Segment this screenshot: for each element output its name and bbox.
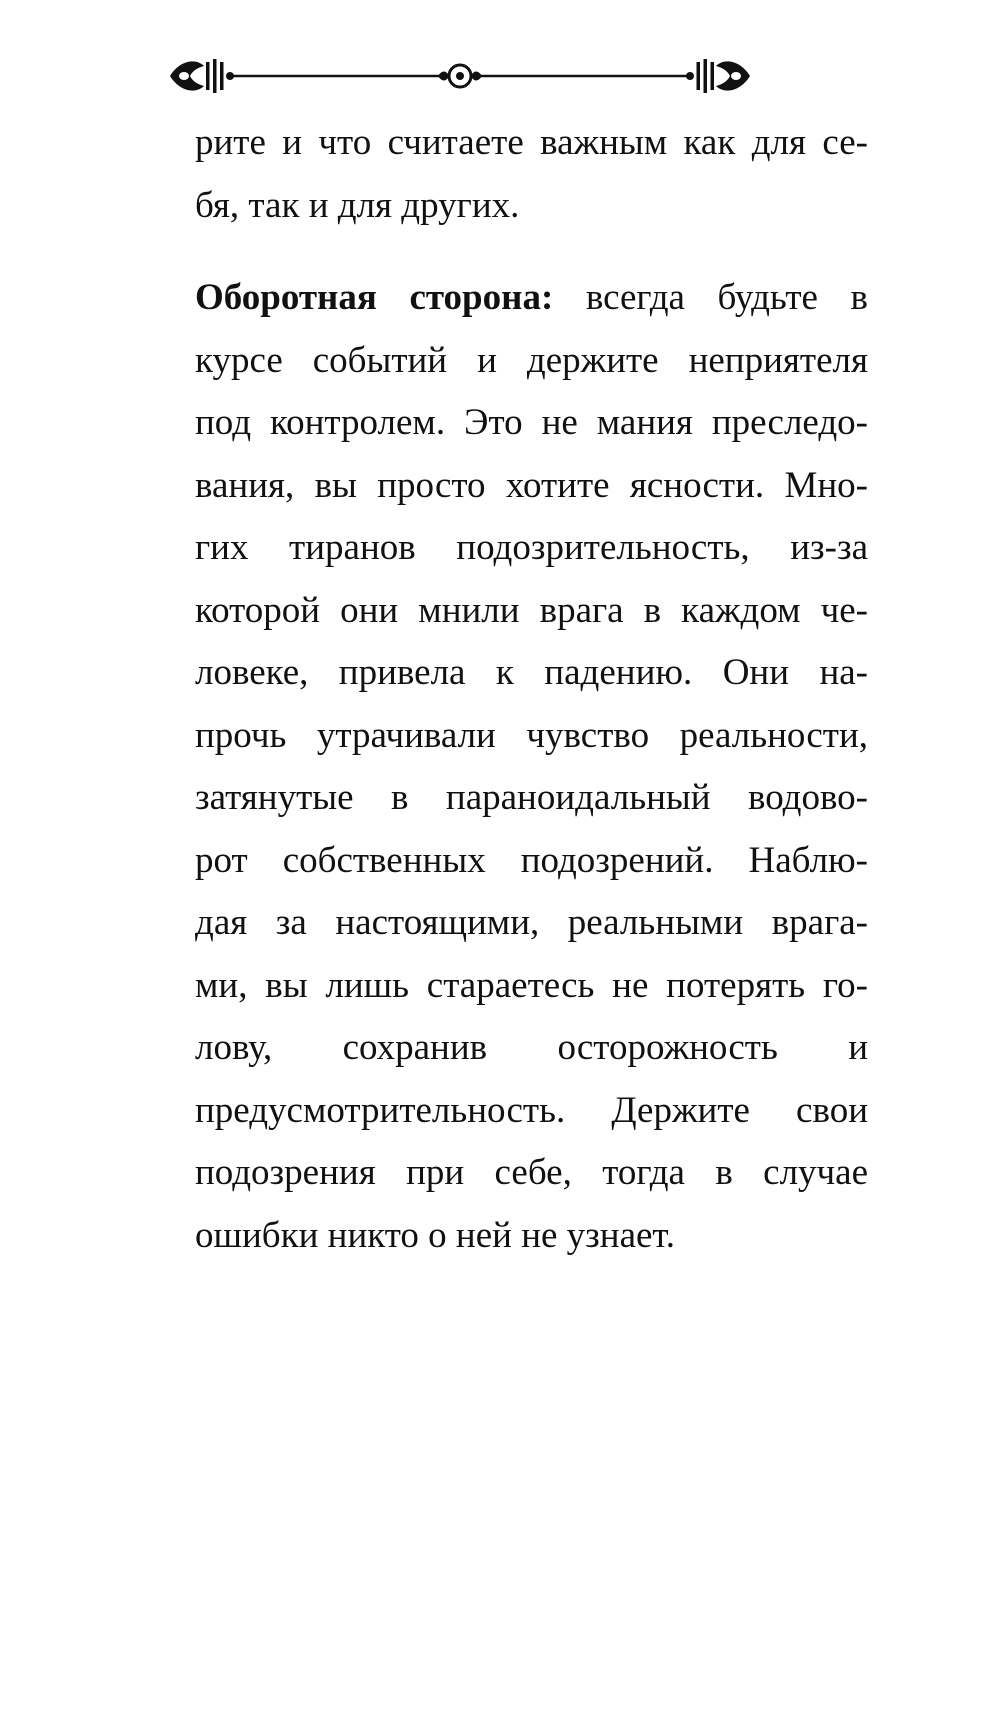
text-line: предусмотрительность. Держите свои <box>195 1089 868 1131</box>
center-flourish-icon <box>438 65 482 87</box>
text-line <box>195 267 868 330</box>
lead-line-rest: всегда будьте в <box>585 277 868 318</box>
section-lead-heading: Оборотная сторона: <box>195 277 554 318</box>
text-line: ми, вы лишь стараетесь не потерять го- <box>195 964 868 1006</box>
text-line: прочь утрачивали чувство реальности, <box>195 714 868 756</box>
text-line: гих тиранов подозрительность, из-за <box>195 527 868 568</box>
text-line: курсе событий и держите неприятеля <box>195 339 868 381</box>
body-text <box>195 112 868 1267</box>
text-line: рите и что считаете важным как для се- <box>195 122 868 163</box>
text-line: лову, сохранив осторожность и <box>195 1027 868 1068</box>
text-line: вания, вы просто хотите ясности. Мно- <box>195 464 868 506</box>
text-line: ловеке, привела к падению. Они на- <box>195 652 868 693</box>
decorative-divider-ornament <box>170 46 750 116</box>
text-line: бя, так и для других. <box>195 184 520 226</box>
paragraph-continuation <box>195 112 868 237</box>
text-line: которой они мнили врага в каждом че- <box>195 589 868 631</box>
text-line: дая за настоящими, реальными врага- <box>195 902 868 943</box>
right-flourish-icon <box>686 59 750 93</box>
text-line: под контролем. Это не мания преследо- <box>195 402 868 443</box>
text-line: рот собственных подозрений. Наблю- <box>195 839 868 881</box>
text-line: подозрения при себе, тогда в случае <box>195 1152 868 1193</box>
text-line: затянутые в параноидальный водово- <box>195 777 868 818</box>
paragraph-reverse-side <box>195 267 868 1267</box>
left-flourish-icon <box>170 59 234 93</box>
text-line: ошибки никто о ней не узнает. <box>195 1214 676 1256</box>
